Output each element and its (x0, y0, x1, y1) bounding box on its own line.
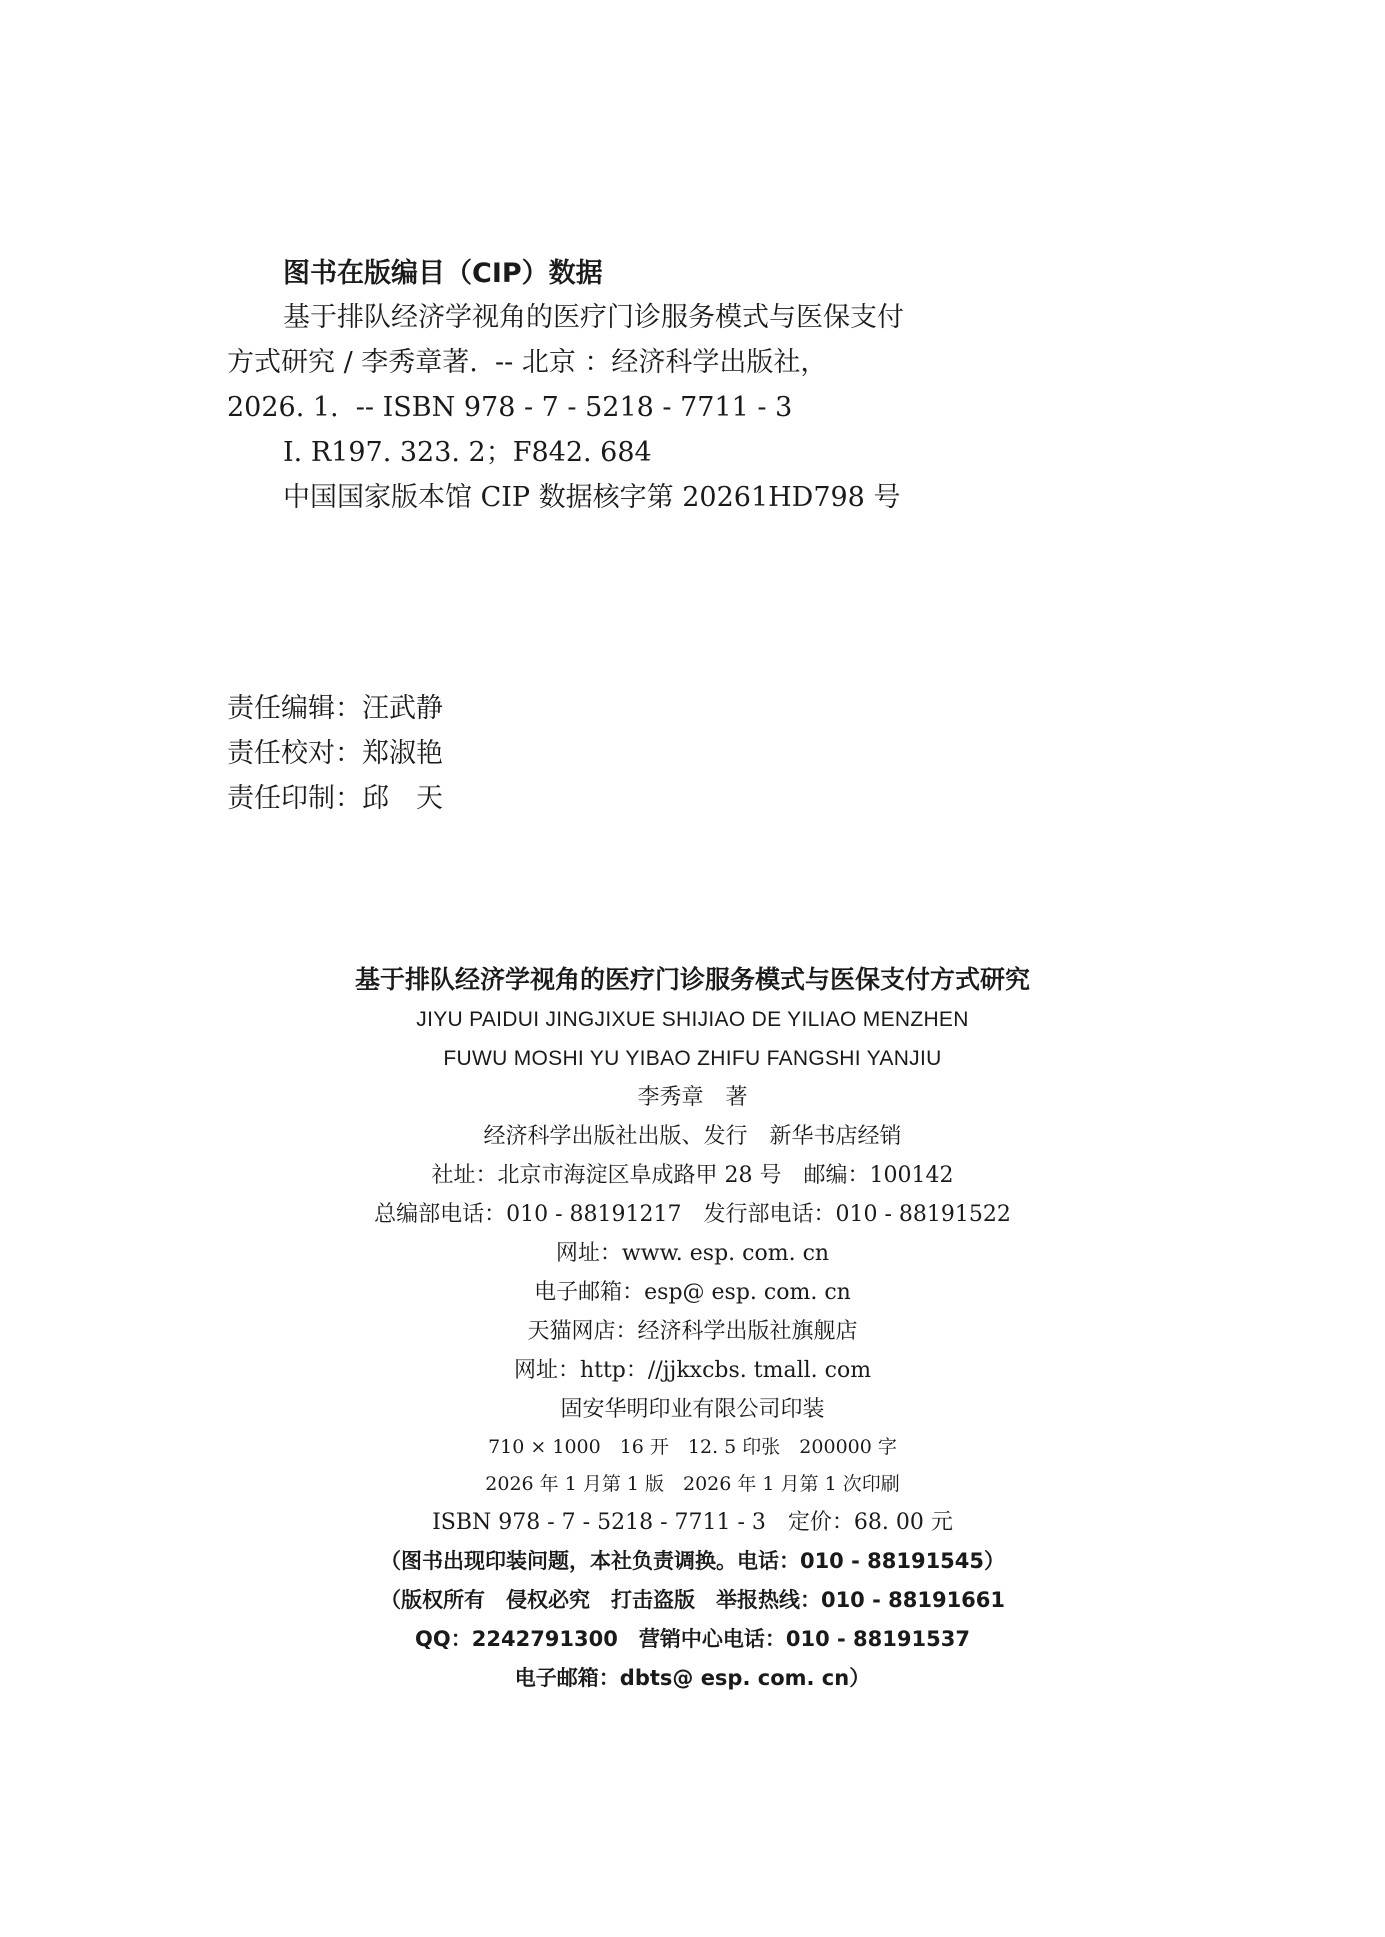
colophon-pinyin-line-2: FUWU MOSHI YU YIBAO ZHIFU FANGSHI YANJIU (443, 1047, 942, 1070)
colophon-pinyin-line-1: JIYU PAIDUI JINGJIXUE SHIJIAO DE YILIAO MENZHEN (416, 1008, 969, 1031)
responsible-proofreader: 责任校对：郑淑艳 (227, 738, 443, 769)
colophon-isbn-price: ISBN 978 - 7 - 5218 - 7711 - 3 定价：68. 00 元 (432, 1510, 953, 1535)
cip-line-title: 基于排队经济学视角的医疗门诊服务模式与医保支付 (283, 302, 904, 333)
colophon-notice-email: 电子邮箱：dbts@ esp. com. cn） (514, 1666, 871, 1690)
cip-line-title-continued: 方式研究 / 李秀章著. -- 北京 ：经济科学出版社， (227, 347, 828, 378)
cip-line-classification: Ⅰ. R197. 323. 2；F842. 684 (283, 437, 652, 468)
colophon-printer: 固安华明印业有限公司印装 (560, 1397, 825, 1422)
staff-block (227, 686, 443, 821)
cip-line-record-number: 中国国家版本馆 CIP 数据核字第 20261HD798 号 (283, 482, 901, 513)
colophon-title: 基于排队经济学视角的医疗门诊服务模式与医保支付方式研究 (354, 965, 1030, 994)
cip-line-isbn: 2026. 1. -- ISBN 978 - 7 - 5218 - 7711 - 3 (227, 392, 793, 423)
responsible-printing: 责任印制：邱 天 (227, 783, 443, 814)
colophon (0, 960, 1385, 1698)
colophon-website: 网址：www. esp. com. cn (555, 1241, 830, 1266)
cip-block (227, 252, 1227, 520)
colophon-phones: 总编部电话：010 - 88191217 发行部电话：010 - 88191522 (374, 1202, 1011, 1227)
colophon-notice-qq: QQ：2242791300 营销中心电话：010 - 88191537 (415, 1627, 970, 1651)
colophon-author: 李秀章 著 (637, 1085, 748, 1110)
colophon-tmall-url: 网址：http：//jjkxcbs. tmall. com (513, 1358, 872, 1383)
colophon-format: 710 × 1000 16 开 12. 5 印张 200000 字 (488, 1436, 897, 1458)
colophon-publisher: 经济科学出版社出版、发行 新华书店经销 (483, 1124, 902, 1149)
responsible-editor: 责任编辑：汪武静 (227, 693, 443, 724)
colophon-edition: 2026 年 1 月第 1 版 2026 年 1 月第 1 次印刷 (485, 1473, 900, 1495)
colophon-email: 电子邮箱：esp@ esp. com. cn (534, 1280, 851, 1305)
colophon-address: 社址：北京市海淀区阜成路甲 28 号 邮编：100142 (431, 1163, 954, 1188)
colophon-notice-replacement: （图书出现印装问题，本社负责调换。电话：010 - 88191545） (379, 1549, 1006, 1573)
colophon-notice-copyright: （版权所有 侵权必究 打击盗版 举报热线：010 - 88191661 (379, 1588, 1006, 1612)
colophon-tmall-store: 天猫网店：经济科学出版社旗舰店 (527, 1319, 858, 1344)
cip-heading: 图书在版编目（CIP）数据 (283, 258, 603, 289)
